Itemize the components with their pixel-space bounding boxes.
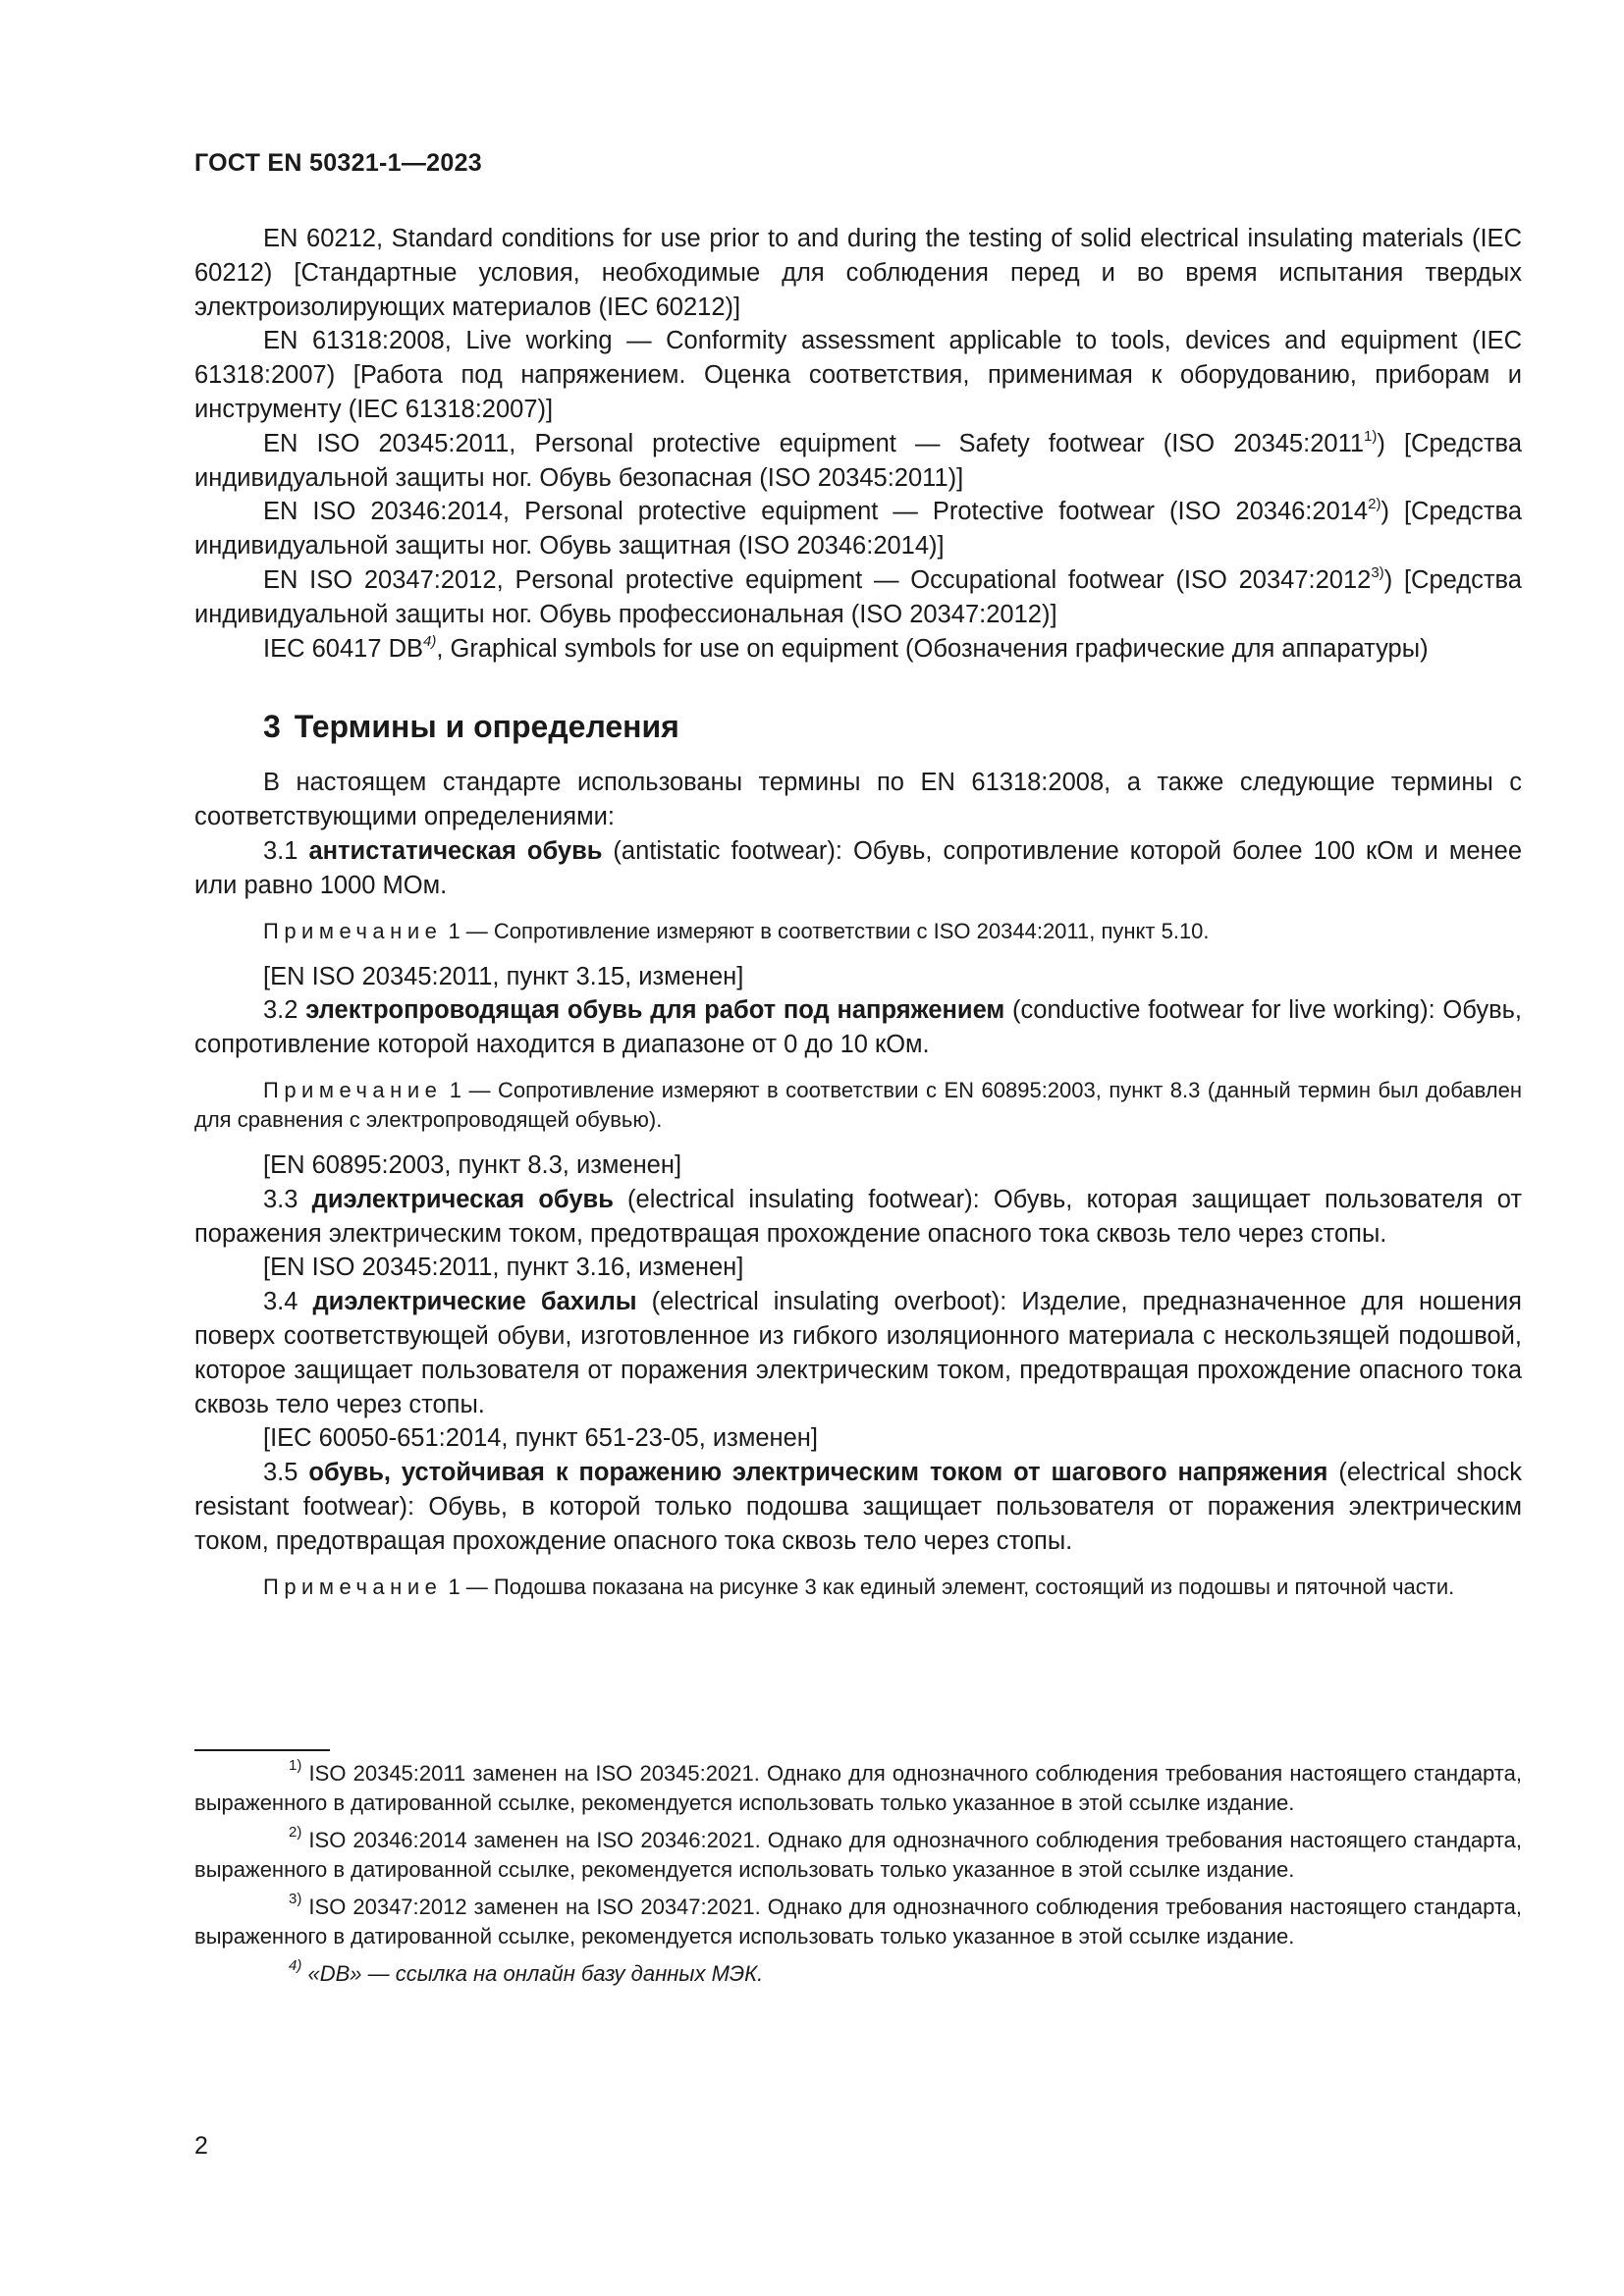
- footnote-ref: 4): [423, 632, 437, 650]
- term-name: диэлектрическая обувь: [311, 1185, 614, 1213]
- term-note: Примечание 1 — Сопротивление измеряют в соответствии с ISO 20344:2011, пункт 5.10.: [263, 918, 1210, 943]
- term-source: [EN ISO 20345:2011, пункт 3.15, изменен]: [263, 962, 744, 990]
- reference-entry: EN ISO 20346:2014, Personal protective equipment — Protective footwear (ISO 20346:2014$^{2)}$) [Средства индивидуальной защиты ног. Обувь защитная (ISO 20346:2014)]: [194, 496, 1522, 561]
- section-heading: 3 Термины и определения: [263, 709, 679, 745]
- term-note: Примечание 1 — Подошва показана на рисунке 3 как единый элемент, состоящий из подошвы и пяточной части.: [263, 1574, 1455, 1599]
- term-source: [EN ISO 20345:2011, пункт 3.16, изменен]: [263, 1254, 744, 1282]
- reference-entry: EN 61318:2008, Live working — Conformity assessment applicable to tools, devices and equipment (IEC 61318:2007) [Работа под напряжением. Оценка соответствия, применимая к оборудованию, приборам и инструменту (IEC 61318:2007)]: [194, 327, 1522, 423]
- term-name: диэлектрические бахилы: [312, 1288, 637, 1316]
- term-name: электропроводящая обувь для работ под напряжением: [305, 996, 1005, 1025]
- page-number: 2: [194, 2132, 208, 2160]
- term-definition: 3.3 диэлектрическая обувь (electrical insulating footwear): Обувь, которая защищает пользователя от поражения электрическим током, предотвращая прохождение опасного тока сквозь тело через стопы.: [194, 1185, 1522, 1248]
- term-name: антистатическая обувь: [308, 836, 603, 865]
- reference-entry: EN ISO 20347:2012, Personal protective equipment — Occupational footwear (ISO 20347:2012$^{3)}$) [Средства индивидуальной защиты ног. Обувь профессиональная (ISO 20347:2012)]: [194, 563, 1522, 628]
- footnotes: [194, 1749, 1522, 1997]
- document-header: ГОСТ EN 50321-1—2023: [194, 149, 482, 177]
- footnote-divider: [194, 1749, 330, 1751]
- footnote: $^{3)}$ ISO 20347:2012 заменен на ISO 20347:2021. Однако для однозначного соблюдения требования настоящего стандарта, выраженного в датированной ссылке, рекомендуется использовать только указанное в этой ссылке издание.: [194, 1891, 1522, 1949]
- term-source: [IEC 60050-651:2014, пункт 651-23-05, изменен]: [263, 1424, 818, 1453]
- page-body: [194, 222, 1522, 1616]
- term-definition: 3.2 электропроводящая обувь для работ под напряжением (conductive footwear for live working): Обувь, сопротивление которой находится в диапазоне от 0 до 10 кОм.: [194, 996, 1522, 1059]
- term-name: обувь, устойчивая к поражению электрическим током от шагового напряжения: [308, 1459, 1328, 1487]
- footnote-ref: 3): [1371, 563, 1384, 581]
- term-source: [EN 60895:2003, пункт 8.3, изменен]: [263, 1150, 682, 1179]
- reference-entry: EN 60212, Standard conditions for use prior to and during the testing of solid electrical insulating materials (IEC 60212) [Стандартные условия, необходимые для соблюдения перед и во время испытания твердых электроизолирующих материалов (IEC 60212)]: [194, 225, 1522, 321]
- footnote: $^{4)}$ «DB» — ссылка на онлайн базу данных МЭК.: [289, 1957, 764, 1986]
- reference-entry: EN ISO 20345:2011, Personal protective equipment — Safety footwear (ISO 20345:2011$^{1)}$) [Средства индивидуальной защиты ног. Обувь безопасная (ISO 20345:2011)]: [194, 427, 1523, 492]
- section-intro: В настоящем стандарте использованы термины по EN 61318:2008, а также следующие термины с соответствующими определениями:: [194, 769, 1522, 831]
- term-note: Примечание 1 — Сопротивление измеряют в соответствии с EN 60895:2003, пункт 8.3 (данный термин был добавлен для сравнения с электропроводящей обувью).: [194, 1077, 1522, 1132]
- term-definition: 3.5 обувь, устойчивая к поражению электрическим током от шагового напряжения (electrical shock resistant footwear): Обувь, в которой только подошва защищает пользователя от поражения электрическим током, предотвращая прохождение опасного тока сквозь тело через стопы.: [194, 1459, 1522, 1555]
- term-definition: 3.4 диэлектрические бахилы (electrical insulating overboot): Изделие, предназначенное для ношения поверх соответствующей обуви, изготовленное из гибкого изоляционного материала с нескользящей подошвой, которое защищает пользователя от поражения электрическим током, предотвращая прохождение опасного тока сквозь тело через стопы.: [194, 1288, 1522, 1418]
- footnote-ref: 2): [1368, 496, 1381, 513]
- reference-entry: IEC 60417 DB$^{4)}$, Graphical symbols for use on equipment (Обозначения графические для аппаратуры): [263, 632, 1429, 663]
- term-definition: 3.1 антистатическая обувь (antistatic footwear): Обувь, сопротивление которой более 100 кОм и менее или равно 1000 МОм.: [194, 836, 1522, 899]
- footnote-ref: 1): [1364, 427, 1378, 445]
- footnote: $^{1)}$ ISO 20345:2011 заменен на ISO 20345:2021. Однако для однозначного соблюдения требования настоящего стандарта, выраженного в датированной ссылке, рекомендуется использовать только указанное в этой ссылке издание.: [194, 1757, 1522, 1815]
- footnote: $^{2)}$ ISO 20346:2014 заменен на ISO 20346:2021. Однако для однозначного соблюдения требования настоящего стандарта, выраженного в датированной ссылке, рекомендуется использовать только указанное в этой ссылке издание.: [194, 1824, 1522, 1882]
